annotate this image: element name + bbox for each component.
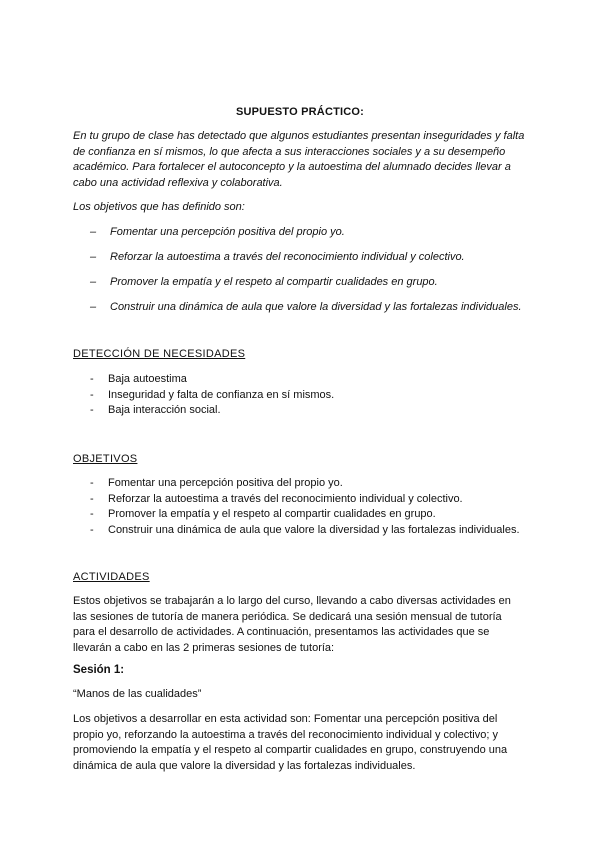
activities-heading: ACTIVIDADES <box>73 571 150 583</box>
list-item: – Reforzar la autoestima a través del reconocimiento individual y colectivo. <box>90 251 465 263</box>
activities-paragraph: Estos objetivos se trabajarán a lo largo del curso, llevando a cabo diversas actividades en las sesiones de tutoría de manera periódica. Se dedicará una sesión mensual de tutoría para el desarrollo de actividades. A continuación, presentamos las actividades que se llevarán a cabo en las 2 primeras sesiones de tutoría: <box>73 595 511 654</box>
document-title: SUPUESTO PRÁCTICO: <box>235 106 365 118</box>
list-item: – Fomentar una percepción positiva del propio yo. <box>90 226 345 238</box>
list-item: – Construir una dinámica de aula que valore la diversidad y las fortalezas individuales. <box>90 301 522 313</box>
needs-heading: DETECCIÓN DE NECESIDADES <box>73 348 246 360</box>
list-item: - Inseguridad y falta de confianza en sí mismos. <box>90 388 335 401</box>
intro-paragraph: En tu grupo de clase has detectado que algunos estudiantes presentan inseguridades y falta de confianza en sí mismos, lo que afecta a sus interacciones sociales y a su desempeño académico. Para fortalecer el autoconcepto y la autoestima del alumnado decides llevar a cabo una actividad reflexiva y colaborativa. <box>73 130 525 189</box>
list-item: - Fomentar una percepción positiva del propio yo. <box>90 477 343 489</box>
list-item: - Construir una dinámica de aula que valore la diversidad y las fortalezas individuales. <box>90 523 520 536</box>
list-item: - Baja autoestima <box>90 373 187 385</box>
list-item: - Baja interacción social. <box>90 404 221 416</box>
list-item: - Promover la empatía y el respeto al compartir cualidades en grupo. <box>90 508 436 520</box>
objectives-heading: OBJETIVOS <box>73 453 138 465</box>
list-item: – Promover la empatía y el respeto al compartir cualidades en grupo. <box>90 276 438 288</box>
session-title: Sesión 1: <box>73 664 125 676</box>
list-item: - Reforzar la autoestima a través del reconocimiento individual y colectivo. <box>90 492 463 505</box>
activity-name: “Manos de las cualidades” <box>73 688 202 700</box>
objectives-intro: Los objetivos que has definido son: <box>73 201 245 213</box>
session-paragraph: Los objetivos a desarrollar en esta actividad son: Fomentar una percepción positiva del propio yo, reforzando la autoestima a través del reconocimiento individual y colectivo; y promoviendo la empatía y el respeto al compartir cualidades en grupo, construyendo una dinámica de aula que valore la diversidad y las fortalezas individuales. <box>73 713 508 772</box>
